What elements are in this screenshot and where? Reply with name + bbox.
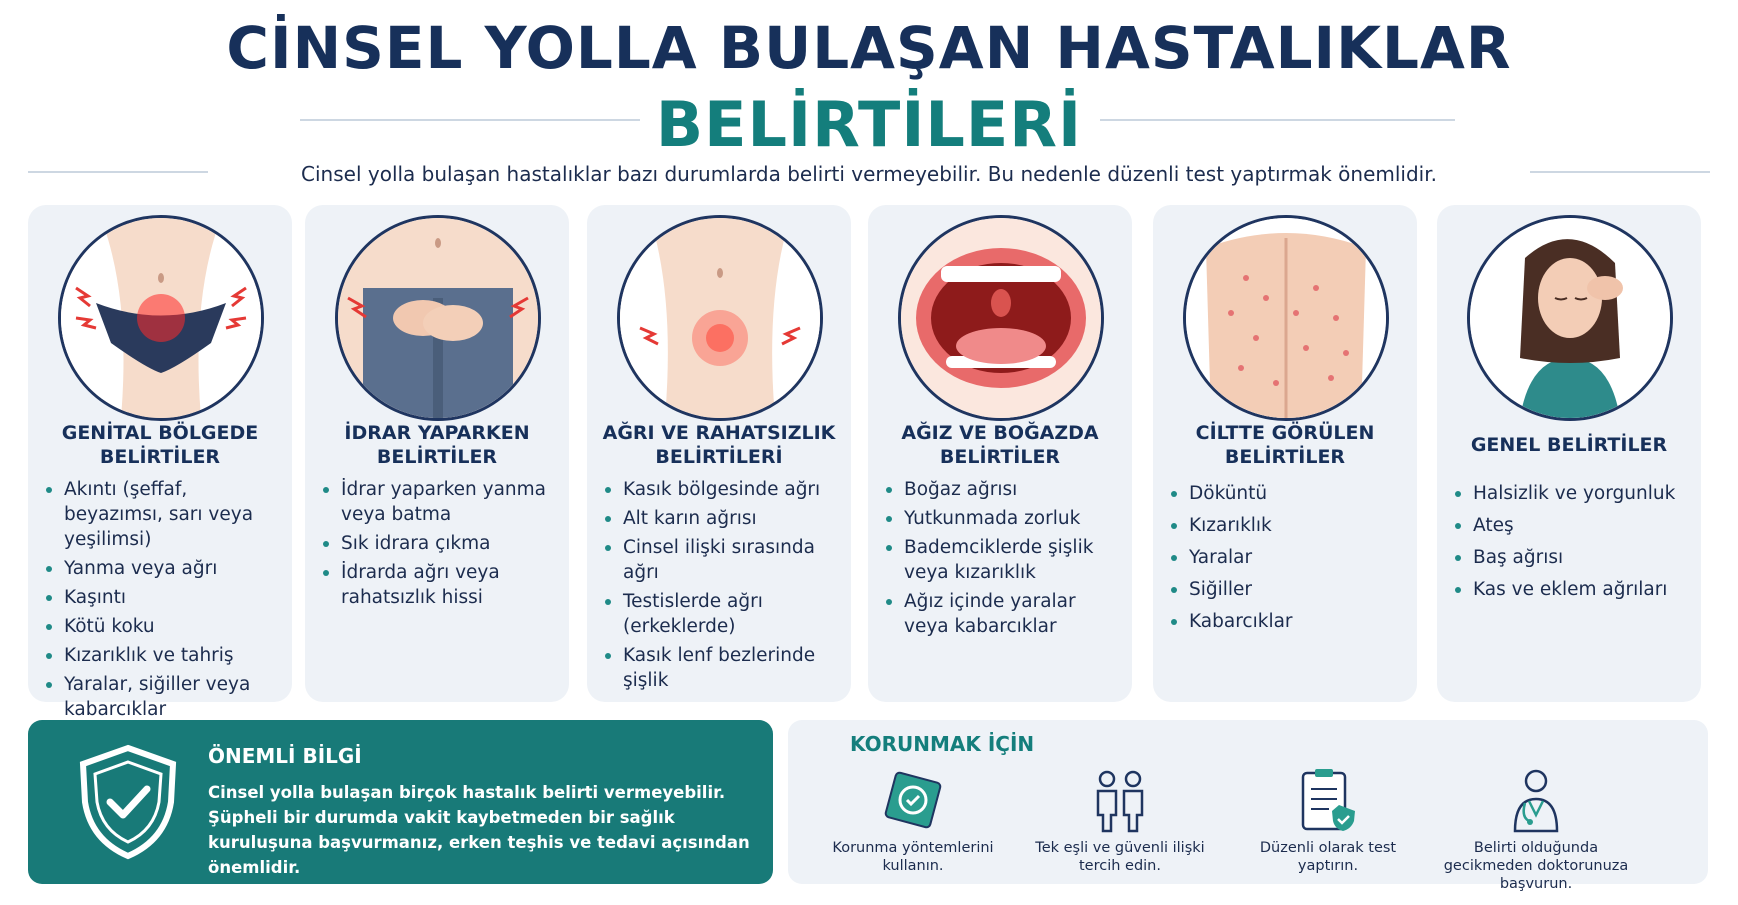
list-item: Yutkunmada zorluk xyxy=(882,506,1124,531)
symptom-card-skin xyxy=(1153,205,1417,702)
list-item: Alt karın ağrısı xyxy=(601,506,843,531)
prevention-text: Tek eşli ve güvenli ilişki tercih edin. xyxy=(1035,840,1205,874)
genital-area-illustration xyxy=(58,215,264,421)
symptom-list xyxy=(42,477,284,726)
list-item: Kasık lenf bezlerinde şişlik xyxy=(601,643,843,693)
list-item: Ağız içinde yaralar veya kabarcıklar xyxy=(882,589,1124,639)
list-item: Cinsel ilişki sırasında ağrı xyxy=(601,535,843,585)
info-title: ÖNEMLİ BİLGİ xyxy=(208,744,362,768)
page-title: CİNSEL YOLLA BULAŞAN HASTALIKLAR xyxy=(226,14,1512,82)
list-item: Kaşıntı xyxy=(42,585,284,610)
intro-divider-right xyxy=(1530,171,1710,173)
symptom-card-urination xyxy=(305,205,569,702)
list-item: Bademciklerde şişlik veya kızarıklık xyxy=(882,535,1124,585)
list-item: Testislerde ağrı (erkeklerde) xyxy=(601,589,843,639)
list-item: Döküntü xyxy=(1167,481,1409,506)
list-item: Boğaz ağrısı xyxy=(882,477,1124,502)
symptom-card-general xyxy=(1437,205,1701,702)
card-title: GENİTAL BÖLGEDE BELİRTİLER xyxy=(61,422,259,468)
list-item: Kasık bölgesinde ağrı xyxy=(601,477,843,502)
couple-icon xyxy=(1020,765,1220,835)
card-title: AĞIZ VE BOĞAZDA BELİRTİLER xyxy=(901,422,1099,468)
list-item: Kötü koku xyxy=(42,614,284,639)
prevention-item-monogamy xyxy=(1020,765,1220,875)
symptom-card-pain xyxy=(587,205,851,702)
important-info-box xyxy=(28,720,773,884)
symptom-card-mouth xyxy=(868,205,1132,702)
prevention-box xyxy=(788,720,1708,892)
list-item: Yaralar, siğiller veya kabarcıklar xyxy=(42,672,284,722)
list-item: İdrarda ağrı veya rahatsızlık hissi xyxy=(319,560,561,610)
symptom-list xyxy=(882,477,1124,643)
prevention-item-testing xyxy=(1228,765,1428,875)
title-divider-right xyxy=(1100,119,1455,121)
list-item: Kas ve eklem ağrıları xyxy=(1451,577,1693,602)
open-mouth-illustration xyxy=(898,215,1104,421)
urination-pain-illustration xyxy=(335,215,541,421)
prevention-text: Belirti olduğunda gecikmeden doktorunuza başvurun. xyxy=(1443,840,1629,892)
symptom-card-genital xyxy=(28,205,292,720)
list-item: Kabarcıklar xyxy=(1167,609,1409,634)
prevention-title: KORUNMAK İÇİN xyxy=(850,732,1035,756)
list-item: Baş ağrısı xyxy=(1451,545,1693,570)
list-item: Akıntı (şeffaf, beyazımsı, sarı veya yeşilimsi) xyxy=(42,477,284,552)
card-title: İDRAR YAPARKEN BELİRTİLER xyxy=(344,422,530,468)
list-item: Yaralar xyxy=(1167,545,1409,570)
symptom-list xyxy=(601,477,843,697)
list-item: İdrar yaparken yanma veya batma xyxy=(319,477,561,527)
prevention-text: Düzenli olarak test yaptırın. xyxy=(1259,840,1397,874)
list-item: Siğiller xyxy=(1167,577,1409,602)
prevention-text: Korunma yöntemlerini kullanın. xyxy=(832,840,994,874)
list-item: Ateş xyxy=(1451,513,1693,538)
symptom-list xyxy=(1451,481,1693,609)
prevention-item-condom xyxy=(813,765,1013,875)
intro-text: Cinsel yolla bulaşan hastalıklar bazı durumlarda belirti vermeyebilir. Bu nedenle düzenli test yaptırmak önemlidir. xyxy=(301,162,1437,186)
clipboard-test-icon xyxy=(1228,765,1428,835)
doctor-icon xyxy=(1436,765,1636,835)
shield-check-icon xyxy=(73,742,183,866)
condom-icon xyxy=(813,765,1013,835)
list-item: Kızarıklık ve tahriş xyxy=(42,643,284,668)
symptom-list xyxy=(1167,481,1409,641)
skin-rash-back-illustration xyxy=(1183,215,1389,421)
list-item: Kızarıklık xyxy=(1167,513,1409,538)
symptom-list xyxy=(319,477,561,614)
page-subtitle: BELİRTİLERİ xyxy=(655,88,1083,161)
card-title: CİLTTE GÖRÜLEN BELİRTİLER xyxy=(1195,422,1375,468)
list-item: Sık idrara çıkma xyxy=(319,531,561,556)
tired-woman-illustration xyxy=(1467,215,1673,421)
card-title: AĞRI VE RAHATSIZLIK BELİRTİLERİ xyxy=(602,422,836,468)
pelvic-pain-illustration xyxy=(617,215,823,421)
info-text: Cinsel yolla bulaşan birçok hastalık belirti vermeyebilir. Şüpheli bir durumda vakit kaybetmeden bir sağlık kuruluşuna başvurmanız, erken teşhis ve tedavi açısından önemlidir. xyxy=(208,783,750,877)
card-title: GENEL BELİRTİLER xyxy=(1470,434,1668,456)
list-item: Halsizlik ve yorgunluk xyxy=(1451,481,1693,506)
prevention-item-doctor xyxy=(1436,765,1636,893)
list-item: Yanma veya ağrı xyxy=(42,556,284,581)
